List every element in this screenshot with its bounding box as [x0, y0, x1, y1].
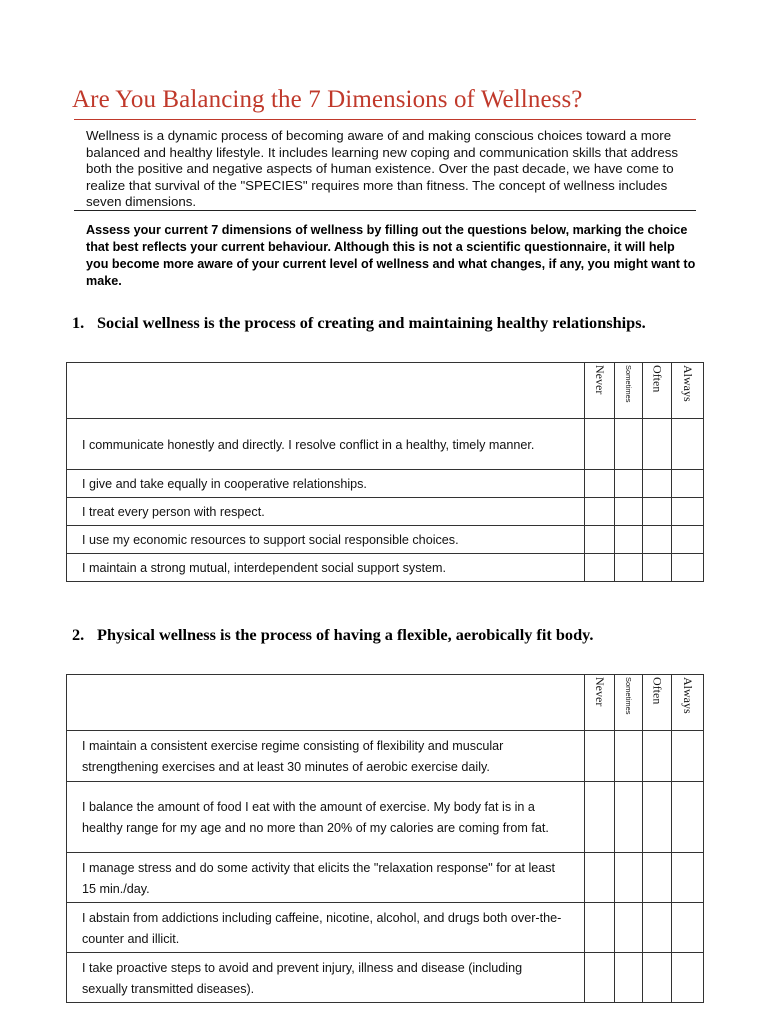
- assessment-instructions: Assess your current 7 dimensions of wellness by filling out the questions below, marking the choice that best reflects your current behaviour. Although this is not a scientific questionnaire, it will help you become more aware of your current level of wellness and what changes, if any, you might want to make.: [86, 223, 696, 288]
- choice-sometimes[interactable]: [615, 470, 643, 498]
- social-wellness-table: [66, 362, 704, 582]
- choice-often[interactable]: [643, 554, 672, 582]
- statement-row: [67, 853, 704, 903]
- statement-text: I abstain from addictions including caffeine, nicotine, alcohol, and drugs both over-the-counter and illicit.: [67, 903, 585, 953]
- scale-header-cell: [615, 363, 643, 419]
- statement-text: I treat every person with respect.: [67, 498, 585, 526]
- choice-never[interactable]: [585, 782, 615, 853]
- title-divider: [74, 119, 696, 120]
- section-2-heading: [72, 624, 702, 646]
- choice-never[interactable]: [585, 554, 615, 582]
- section-title: Physical wellness is the process of having a flexible, aerobically fit body.: [97, 625, 594, 644]
- choice-always[interactable]: [672, 853, 704, 903]
- choice-sometimes[interactable]: [615, 498, 643, 526]
- choice-sometimes[interactable]: [615, 953, 643, 1003]
- choice-sometimes[interactable]: [615, 731, 643, 782]
- scale-header-cell: [672, 363, 704, 419]
- choice-often[interactable]: [643, 853, 672, 903]
- scale-header-cell: [643, 363, 672, 419]
- choice-never[interactable]: [585, 731, 615, 782]
- statement-row: [67, 782, 704, 853]
- choice-sometimes[interactable]: [615, 903, 643, 953]
- statement-text: I use my economic resources to support social responsible choices.: [67, 526, 585, 554]
- intro-divider: [74, 210, 696, 211]
- statement-row: [67, 903, 704, 953]
- choice-often[interactable]: [643, 731, 672, 782]
- choice-always[interactable]: [672, 782, 704, 853]
- scale-label-always: Always: [681, 677, 695, 714]
- section-title: Social wellness is the process of creating and maintaining healthy relationships.: [97, 313, 646, 332]
- statement-row: [67, 554, 704, 582]
- choice-often[interactable]: [643, 782, 672, 853]
- choice-never[interactable]: [585, 470, 615, 498]
- choice-often[interactable]: [643, 498, 672, 526]
- choice-always[interactable]: [672, 498, 704, 526]
- choice-always[interactable]: [672, 419, 704, 470]
- statement-text: I take proactive steps to avoid and prevent injury, illness and disease (including sexually transmitted diseases).: [67, 953, 585, 1003]
- choice-sometimes[interactable]: [615, 554, 643, 582]
- scale-header-cell: [585, 363, 615, 419]
- statement-row: [67, 419, 704, 470]
- scale-header-row: [67, 675, 704, 731]
- choice-always[interactable]: [672, 470, 704, 498]
- choice-never[interactable]: [585, 419, 615, 470]
- choice-always[interactable]: [672, 731, 704, 782]
- choice-often[interactable]: [643, 953, 672, 1003]
- statement-row: [67, 731, 704, 782]
- section-number: 1.: [72, 313, 85, 332]
- scale-label-often: Often: [650, 677, 665, 705]
- choice-always[interactable]: [672, 903, 704, 953]
- scale-label-often: Often: [650, 365, 665, 393]
- scale-header-cell: [643, 675, 672, 731]
- scale-header-cell: [585, 675, 615, 731]
- scale-label-never: Never: [593, 365, 607, 395]
- physical-wellness-table: [66, 674, 704, 1003]
- header-blank-cell: [67, 363, 585, 419]
- scale-label-sometimes: Sometimes: [624, 365, 633, 403]
- choice-sometimes[interactable]: [615, 853, 643, 903]
- intro-paragraph: Wellness is a dynamic process of becoming aware of and making conscious choices toward a more balanced and healthy lifestyle. It includes learning new coping and communication skills that address both the positive and negative aspects of human existence. Over the past decade, we have come to realize that survival of the "SPECIES" requires more than fitness. The concept of wellness includes seven dimensions.: [86, 128, 679, 210]
- choice-never[interactable]: [585, 526, 615, 554]
- statement-text: I communicate honestly and directly. I resolve conflict in a healthy, timely manner.: [67, 419, 585, 470]
- choice-always[interactable]: [672, 526, 704, 554]
- scale-label-always: Always: [681, 365, 695, 402]
- choice-never[interactable]: [585, 953, 615, 1003]
- page-title: Are You Balancing the 7 Dimensions of Wellness?: [72, 86, 583, 113]
- choice-sometimes[interactable]: [615, 419, 643, 470]
- statement-row: [67, 953, 704, 1003]
- choice-never[interactable]: [585, 903, 615, 953]
- header-blank-cell: [67, 675, 585, 731]
- statement-text: I maintain a strong mutual, interdependent social support system.: [67, 554, 585, 582]
- statement-text: I maintain a consistent exercise regime consisting of flexibility and muscular strengthening exercises and at least 30 minutes of aerobic exercise daily.: [67, 731, 585, 782]
- statement-row: [67, 526, 704, 554]
- choice-often[interactable]: [643, 470, 672, 498]
- choice-always[interactable]: [672, 554, 704, 582]
- choice-sometimes[interactable]: [615, 526, 643, 554]
- section-number: 2.: [72, 625, 85, 644]
- statement-row: [67, 470, 704, 498]
- choice-never[interactable]: [585, 498, 615, 526]
- choice-often[interactable]: [643, 419, 672, 470]
- scale-header-cell: [672, 675, 704, 731]
- statement-text: I manage stress and do some activity that elicits the "relaxation response" for at least 15 min./day.: [67, 853, 585, 903]
- scale-label-never: Never: [593, 677, 607, 707]
- scale-label-sometimes: Sometimes: [624, 677, 633, 715]
- choice-often[interactable]: [643, 526, 672, 554]
- choice-never[interactable]: [585, 853, 615, 903]
- statement-text: I give and take equally in cooperative relationships.: [67, 470, 585, 498]
- choice-often[interactable]: [643, 903, 672, 953]
- scale-header-cell: [615, 675, 643, 731]
- statement-row: [67, 498, 704, 526]
- section-1-heading: [72, 312, 702, 334]
- scale-header-row: [67, 363, 704, 419]
- choice-always[interactable]: [672, 953, 704, 1003]
- statement-text: I balance the amount of food I eat with the amount of exercise. My body fat is in a healthy range for my age and no more than 20% of my calories are coming from fat.: [67, 782, 585, 853]
- choice-sometimes[interactable]: [615, 782, 643, 853]
